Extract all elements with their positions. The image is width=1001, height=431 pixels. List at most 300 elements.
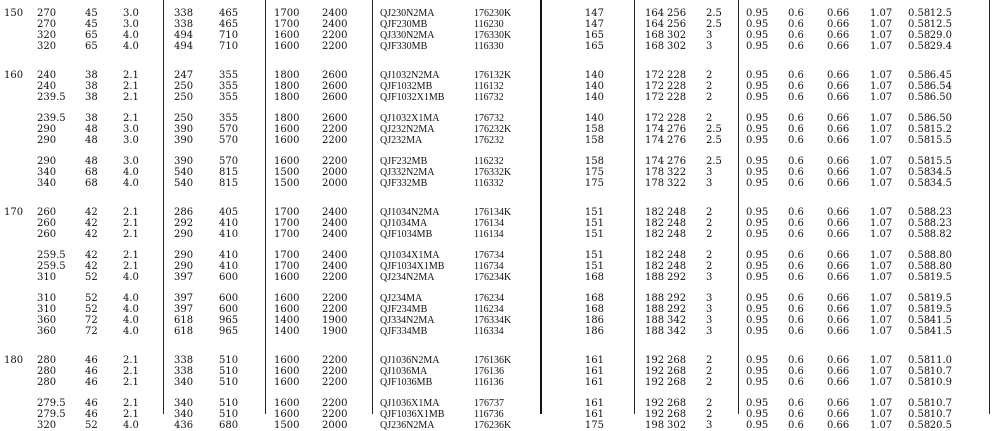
dc-cell: 276 bbox=[667, 156, 687, 167]
dc-cell: 248 bbox=[667, 218, 687, 229]
y-cell: 0.6 bbox=[788, 304, 804, 315]
weight-cell: 8.82 bbox=[929, 229, 952, 240]
y1-cell: 1.07 bbox=[870, 355, 893, 366]
d1-cell: 290 bbox=[37, 156, 57, 167]
y-cell: 0.6 bbox=[788, 178, 804, 189]
grease-speed-cell: 1600 bbox=[274, 124, 300, 135]
r-cell: 4.0 bbox=[123, 167, 139, 178]
y-cell: 0.6 bbox=[788, 135, 804, 146]
db-cell: 164 bbox=[645, 8, 665, 19]
r-cell: 2.1 bbox=[123, 113, 139, 124]
y2-cell: 0.58 bbox=[908, 8, 931, 19]
y0-cell: 0.66 bbox=[827, 8, 850, 19]
d1-cell: 310 bbox=[37, 272, 57, 283]
y2-cell: 0.58 bbox=[908, 41, 931, 52]
da-cell: 175 bbox=[584, 420, 604, 431]
dc-cell: 248 bbox=[667, 250, 687, 261]
cor-cell: 355 bbox=[219, 81, 239, 92]
y1-cell: 1.07 bbox=[870, 315, 893, 326]
r-cell: 2.1 bbox=[123, 409, 139, 420]
y-cell: 0.6 bbox=[788, 92, 804, 103]
model-code-cell: QJ230N2MA bbox=[380, 8, 435, 19]
grease-speed-cell: 1700 bbox=[274, 250, 300, 261]
ra-cell: 2.5 bbox=[706, 19, 722, 30]
cor-cell: 410 bbox=[219, 229, 239, 240]
ra-cell: 2 bbox=[706, 355, 713, 366]
model-code-cell: QJF234MB bbox=[380, 304, 428, 315]
y2-cell: 0.58 bbox=[908, 92, 931, 103]
weight-cell: 10.7 bbox=[929, 398, 952, 409]
model-code-cell: QJ1036MA bbox=[380, 366, 428, 377]
y1-cell: 1.07 bbox=[870, 420, 893, 431]
grease-speed-cell: 1400 bbox=[274, 326, 300, 337]
y-cell: 0.6 bbox=[788, 218, 804, 229]
old-code-cell: 176232K bbox=[474, 124, 512, 135]
oil-speed-cell: 2400 bbox=[322, 8, 348, 19]
grease-speed-cell: 1500 bbox=[274, 420, 300, 431]
table-row bbox=[0, 41, 1001, 52]
cor-cell: 815 bbox=[219, 167, 239, 178]
e-cell: 0.95 bbox=[746, 250, 769, 261]
y-cell: 0.6 bbox=[788, 272, 804, 283]
e-cell: 0.95 bbox=[746, 156, 769, 167]
y0-cell: 0.66 bbox=[827, 420, 850, 431]
table-row bbox=[0, 326, 1001, 337]
cr-cell: 390 bbox=[174, 124, 194, 135]
r-cell: 2.1 bbox=[123, 366, 139, 377]
y1-cell: 1.07 bbox=[870, 409, 893, 420]
weight-cell: 34.5 bbox=[929, 178, 952, 189]
db-cell: 174 bbox=[645, 156, 665, 167]
d1-cell: 260 bbox=[37, 207, 57, 218]
y0-cell: 0.66 bbox=[827, 229, 850, 240]
grease-speed-cell: 1800 bbox=[274, 81, 300, 92]
d1-cell: 360 bbox=[37, 326, 57, 337]
old-code-cell: 116132 bbox=[474, 81, 504, 92]
da-cell: 151 bbox=[584, 218, 604, 229]
d1-cell: 240 bbox=[37, 70, 57, 81]
d1-cell: 340 bbox=[37, 178, 57, 189]
bore-diameter-label: 170 bbox=[4, 207, 24, 218]
db-cell: 172 bbox=[645, 81, 665, 92]
b-cell: 68 bbox=[85, 167, 98, 178]
y-cell: 0.6 bbox=[788, 81, 804, 92]
model-code-cell: QJF1034X1MB bbox=[380, 261, 445, 272]
ra-cell: 3 bbox=[706, 30, 713, 41]
grease-speed-cell: 1600 bbox=[274, 398, 300, 409]
d1-cell: 310 bbox=[37, 304, 57, 315]
old-code-cell: 116732 bbox=[474, 92, 504, 103]
da-cell: 186 bbox=[584, 326, 604, 337]
d1-cell: 259.5 bbox=[37, 250, 66, 261]
cor-cell: 510 bbox=[219, 366, 239, 377]
oil-speed-cell: 2200 bbox=[322, 377, 348, 388]
cr-cell: 290 bbox=[174, 250, 194, 261]
old-code-cell: 176334K bbox=[474, 315, 512, 326]
table-row bbox=[0, 70, 1001, 81]
y-cell: 0.6 bbox=[788, 366, 804, 377]
da-cell: 161 bbox=[584, 366, 604, 377]
weight-cell: 8.80 bbox=[929, 250, 952, 261]
db-cell: 172 bbox=[645, 70, 665, 81]
y0-cell: 0.66 bbox=[827, 113, 850, 124]
y-cell: 0.6 bbox=[788, 41, 804, 52]
dc-cell: 302 bbox=[667, 41, 687, 52]
d1-cell: 320 bbox=[37, 30, 57, 41]
model-code-cell: QJ234MA bbox=[380, 293, 423, 304]
y2-cell: 0.58 bbox=[908, 167, 931, 178]
db-cell: 182 bbox=[645, 229, 665, 240]
dc-cell: 276 bbox=[667, 124, 687, 135]
model-code-cell: QJ1036N2MA bbox=[380, 355, 440, 366]
y0-cell: 0.66 bbox=[827, 355, 850, 366]
db-cell: 198 bbox=[645, 420, 665, 431]
grease-speed-cell: 1800 bbox=[274, 70, 300, 81]
cor-cell: 355 bbox=[219, 92, 239, 103]
y0-cell: 0.66 bbox=[827, 178, 850, 189]
r-cell: 3.0 bbox=[123, 124, 139, 135]
r-cell: 4.0 bbox=[123, 304, 139, 315]
e-cell: 0.95 bbox=[746, 420, 769, 431]
y1-cell: 1.07 bbox=[870, 156, 893, 167]
cor-cell: 680 bbox=[219, 420, 239, 431]
table-row bbox=[0, 229, 1001, 240]
d1-cell: 270 bbox=[37, 8, 57, 19]
cor-cell: 965 bbox=[219, 326, 239, 337]
old-code-cell: 176732 bbox=[474, 113, 504, 124]
grease-speed-cell: 1600 bbox=[274, 409, 300, 420]
b-cell: 45 bbox=[85, 19, 98, 30]
cor-cell: 510 bbox=[219, 377, 239, 388]
b-cell: 45 bbox=[85, 8, 98, 19]
db-cell: 188 bbox=[645, 293, 665, 304]
d1-cell: 280 bbox=[37, 355, 57, 366]
dc-cell: 256 bbox=[667, 8, 687, 19]
ra-cell: 2 bbox=[706, 218, 713, 229]
da-cell: 147 bbox=[584, 8, 604, 19]
db-cell: 168 bbox=[645, 30, 665, 41]
dc-cell: 248 bbox=[667, 229, 687, 240]
table-row bbox=[0, 272, 1001, 283]
da-cell: 140 bbox=[584, 92, 604, 103]
model-code-cell: QJF232MB bbox=[380, 156, 428, 167]
b-cell: 46 bbox=[85, 398, 98, 409]
y2-cell: 0.58 bbox=[908, 326, 931, 337]
da-cell: 165 bbox=[584, 30, 604, 41]
y1-cell: 1.07 bbox=[870, 81, 893, 92]
cor-cell: 600 bbox=[219, 304, 239, 315]
weight-cell: 19.5 bbox=[929, 272, 952, 283]
old-code-cell: 176232 bbox=[474, 135, 504, 146]
oil-speed-cell: 2400 bbox=[322, 250, 348, 261]
ra-cell: 2 bbox=[706, 81, 713, 92]
y1-cell: 1.07 bbox=[870, 135, 893, 146]
oil-speed-cell: 2200 bbox=[322, 304, 348, 315]
db-cell: 182 bbox=[645, 207, 665, 218]
dc-cell: 248 bbox=[667, 261, 687, 272]
table-row bbox=[0, 218, 1001, 229]
model-code-cell: QJ1034N2MA bbox=[380, 207, 440, 218]
cr-cell: 397 bbox=[174, 304, 194, 315]
grease-speed-cell: 1800 bbox=[274, 92, 300, 103]
table-row bbox=[0, 315, 1001, 326]
oil-speed-cell: 2400 bbox=[322, 19, 348, 30]
table-row bbox=[0, 92, 1001, 103]
table-row bbox=[0, 124, 1001, 135]
model-code-cell: QJF1036X1MB bbox=[380, 409, 445, 420]
y2-cell: 0.58 bbox=[908, 135, 931, 146]
d1-cell: 320 bbox=[37, 41, 57, 52]
y1-cell: 1.07 bbox=[870, 41, 893, 52]
e-cell: 0.95 bbox=[746, 398, 769, 409]
weight-cell: 20.5 bbox=[929, 420, 952, 431]
cor-cell: 600 bbox=[219, 272, 239, 283]
table-row bbox=[0, 261, 1001, 272]
y-cell: 0.6 bbox=[788, 156, 804, 167]
da-cell: 168 bbox=[584, 272, 604, 283]
model-code-cell: QJF334MB bbox=[380, 326, 428, 337]
weight-cell: 41.5 bbox=[929, 315, 952, 326]
cor-cell: 570 bbox=[219, 124, 239, 135]
cr-cell: 340 bbox=[174, 409, 194, 420]
y2-cell: 0.58 bbox=[908, 81, 931, 92]
table-row bbox=[0, 250, 1001, 261]
da-cell: 140 bbox=[584, 70, 604, 81]
e-cell: 0.95 bbox=[746, 92, 769, 103]
y2-cell: 0.58 bbox=[908, 250, 931, 261]
y1-cell: 1.07 bbox=[870, 377, 893, 388]
r-cell: 2.1 bbox=[123, 218, 139, 229]
oil-speed-cell: 2200 bbox=[322, 124, 348, 135]
table-row bbox=[0, 8, 1001, 19]
oil-speed-cell: 2000 bbox=[322, 178, 348, 189]
da-cell: 151 bbox=[584, 207, 604, 218]
r-cell: 3.0 bbox=[123, 156, 139, 167]
r-cell: 2.1 bbox=[123, 377, 139, 388]
old-code-cell: 176234 bbox=[474, 293, 504, 304]
e-cell: 0.95 bbox=[746, 315, 769, 326]
cr-cell: 286 bbox=[174, 207, 194, 218]
da-cell: 161 bbox=[584, 355, 604, 366]
cor-cell: 570 bbox=[219, 156, 239, 167]
y1-cell: 1.07 bbox=[870, 261, 893, 272]
da-cell: 168 bbox=[584, 293, 604, 304]
cr-cell: 338 bbox=[174, 366, 194, 377]
e-cell: 0.95 bbox=[746, 207, 769, 218]
table-row bbox=[0, 366, 1001, 377]
oil-speed-cell: 2200 bbox=[322, 135, 348, 146]
ra-cell: 2 bbox=[706, 70, 713, 81]
grease-speed-cell: 1500 bbox=[274, 178, 300, 189]
cor-cell: 570 bbox=[219, 135, 239, 146]
old-code-cell: 176136 bbox=[474, 366, 504, 377]
oil-speed-cell: 2200 bbox=[322, 156, 348, 167]
da-cell: 151 bbox=[584, 229, 604, 240]
y1-cell: 1.07 bbox=[870, 178, 893, 189]
y0-cell: 0.66 bbox=[827, 81, 850, 92]
dc-cell: 292 bbox=[667, 304, 687, 315]
d1-cell: 340 bbox=[37, 167, 57, 178]
y2-cell: 0.58 bbox=[908, 377, 931, 388]
b-cell: 38 bbox=[85, 113, 98, 124]
db-cell: 172 bbox=[645, 113, 665, 124]
cr-cell: 340 bbox=[174, 398, 194, 409]
table-row bbox=[0, 167, 1001, 178]
cr-cell: 436 bbox=[174, 420, 194, 431]
cr-cell: 540 bbox=[174, 167, 194, 178]
r-cell: 3.0 bbox=[123, 135, 139, 146]
d1-cell: 260 bbox=[37, 229, 57, 240]
y2-cell: 0.58 bbox=[908, 398, 931, 409]
y1-cell: 1.07 bbox=[870, 19, 893, 30]
db-cell: 182 bbox=[645, 250, 665, 261]
grease-speed-cell: 1700 bbox=[274, 19, 300, 30]
old-code-cell: 176136K bbox=[474, 355, 512, 366]
db-cell: 174 bbox=[645, 124, 665, 135]
bore-diameter-label: 150 bbox=[4, 8, 24, 19]
y2-cell: 0.58 bbox=[908, 124, 931, 135]
d1-cell: 320 bbox=[37, 420, 57, 431]
grease-speed-cell: 1700 bbox=[274, 229, 300, 240]
cr-cell: 618 bbox=[174, 315, 194, 326]
old-code-cell: 176230K bbox=[474, 8, 512, 19]
weight-cell: 6.45 bbox=[929, 70, 952, 81]
weight-cell: 8.23 bbox=[929, 218, 952, 229]
da-cell: 186 bbox=[584, 315, 604, 326]
e-cell: 0.95 bbox=[746, 41, 769, 52]
dc-cell: 268 bbox=[667, 398, 687, 409]
cr-cell: 397 bbox=[174, 293, 194, 304]
b-cell: 46 bbox=[85, 409, 98, 420]
y0-cell: 0.66 bbox=[827, 30, 850, 41]
cor-cell: 510 bbox=[219, 398, 239, 409]
dc-cell: 228 bbox=[667, 81, 687, 92]
e-cell: 0.95 bbox=[746, 8, 769, 19]
weight-cell: 15.5 bbox=[929, 156, 952, 167]
y2-cell: 0.58 bbox=[908, 70, 931, 81]
cr-cell: 494 bbox=[174, 41, 194, 52]
db-cell: 192 bbox=[645, 355, 665, 366]
e-cell: 0.95 bbox=[746, 272, 769, 283]
y0-cell: 0.66 bbox=[827, 398, 850, 409]
cor-cell: 410 bbox=[219, 250, 239, 261]
y1-cell: 1.07 bbox=[870, 250, 893, 261]
old-code-cell: 116334 bbox=[474, 326, 504, 337]
da-cell: 175 bbox=[584, 178, 604, 189]
b-cell: 65 bbox=[85, 30, 98, 41]
y2-cell: 0.58 bbox=[908, 30, 931, 41]
dc-cell: 228 bbox=[667, 92, 687, 103]
grease-speed-cell: 1600 bbox=[274, 272, 300, 283]
weight-cell: 19.5 bbox=[929, 293, 952, 304]
r-cell: 3.0 bbox=[123, 19, 139, 30]
y2-cell: 0.58 bbox=[908, 409, 931, 420]
model-code-cell: QJ1034MA bbox=[380, 218, 428, 229]
weight-cell: 6.54 bbox=[929, 81, 952, 92]
y2-cell: 0.58 bbox=[908, 113, 931, 124]
cr-cell: 618 bbox=[174, 326, 194, 337]
weight-cell: 34.5 bbox=[929, 167, 952, 178]
ra-cell: 2 bbox=[706, 377, 713, 388]
y1-cell: 1.07 bbox=[870, 167, 893, 178]
cr-cell: 250 bbox=[174, 92, 194, 103]
y0-cell: 0.66 bbox=[827, 250, 850, 261]
b-cell: 46 bbox=[85, 366, 98, 377]
weight-cell: 10.7 bbox=[929, 409, 952, 420]
table-row bbox=[0, 293, 1001, 304]
model-code-cell: QJ334N2MA bbox=[380, 315, 435, 326]
dc-cell: 322 bbox=[667, 178, 687, 189]
ra-cell: 2 bbox=[706, 366, 713, 377]
e-cell: 0.95 bbox=[746, 19, 769, 30]
cor-cell: 355 bbox=[219, 113, 239, 124]
old-code-cell: 176737 bbox=[474, 398, 504, 409]
ra-cell: 3 bbox=[706, 178, 713, 189]
y-cell: 0.6 bbox=[788, 250, 804, 261]
r-cell: 4.0 bbox=[123, 272, 139, 283]
y2-cell: 0.58 bbox=[908, 315, 931, 326]
ra-cell: 3 bbox=[706, 167, 713, 178]
da-cell: 158 bbox=[584, 135, 604, 146]
old-code-cell: 116234 bbox=[474, 304, 504, 315]
e-cell: 0.95 bbox=[746, 135, 769, 146]
old-code-cell: 176332K bbox=[474, 167, 512, 178]
grease-speed-cell: 1800 bbox=[274, 113, 300, 124]
ra-cell: 3 bbox=[706, 41, 713, 52]
table-row bbox=[0, 178, 1001, 189]
y-cell: 0.6 bbox=[788, 229, 804, 240]
grease-speed-cell: 1600 bbox=[274, 366, 300, 377]
old-code-cell: 116330 bbox=[474, 41, 504, 52]
y0-cell: 0.66 bbox=[827, 326, 850, 337]
y2-cell: 0.58 bbox=[908, 272, 931, 283]
cor-cell: 710 bbox=[219, 41, 239, 52]
da-cell: 147 bbox=[584, 19, 604, 30]
b-cell: 48 bbox=[85, 135, 98, 146]
grease-speed-cell: 1600 bbox=[274, 377, 300, 388]
grease-speed-cell: 1700 bbox=[274, 218, 300, 229]
weight-cell: 10.9 bbox=[929, 377, 952, 388]
weight-cell: 11.0 bbox=[929, 355, 952, 366]
y2-cell: 0.58 bbox=[908, 156, 931, 167]
cor-cell: 355 bbox=[219, 70, 239, 81]
e-cell: 0.95 bbox=[746, 167, 769, 178]
e-cell: 0.95 bbox=[746, 178, 769, 189]
r-cell: 4.0 bbox=[123, 420, 139, 431]
y1-cell: 1.07 bbox=[870, 218, 893, 229]
y0-cell: 0.66 bbox=[827, 135, 850, 146]
d1-cell: 240 bbox=[37, 81, 57, 92]
y-cell: 0.6 bbox=[788, 261, 804, 272]
cor-cell: 465 bbox=[219, 19, 239, 30]
y2-cell: 0.58 bbox=[908, 218, 931, 229]
y-cell: 0.6 bbox=[788, 70, 804, 81]
b-cell: 65 bbox=[85, 41, 98, 52]
b-cell: 52 bbox=[85, 420, 98, 431]
oil-speed-cell: 2000 bbox=[322, 420, 348, 431]
y2-cell: 0.58 bbox=[908, 261, 931, 272]
model-code-cell: QJ1032N2MA bbox=[380, 70, 440, 81]
weight-cell: 41.5 bbox=[929, 326, 952, 337]
y2-cell: 0.58 bbox=[908, 366, 931, 377]
y1-cell: 1.07 bbox=[870, 366, 893, 377]
model-code-cell: QJ234N2MA bbox=[380, 272, 435, 283]
dc-cell: 292 bbox=[667, 272, 687, 283]
ra-cell: 2 bbox=[706, 207, 713, 218]
y1-cell: 1.07 bbox=[870, 207, 893, 218]
y0-cell: 0.66 bbox=[827, 315, 850, 326]
da-cell: 151 bbox=[584, 261, 604, 272]
